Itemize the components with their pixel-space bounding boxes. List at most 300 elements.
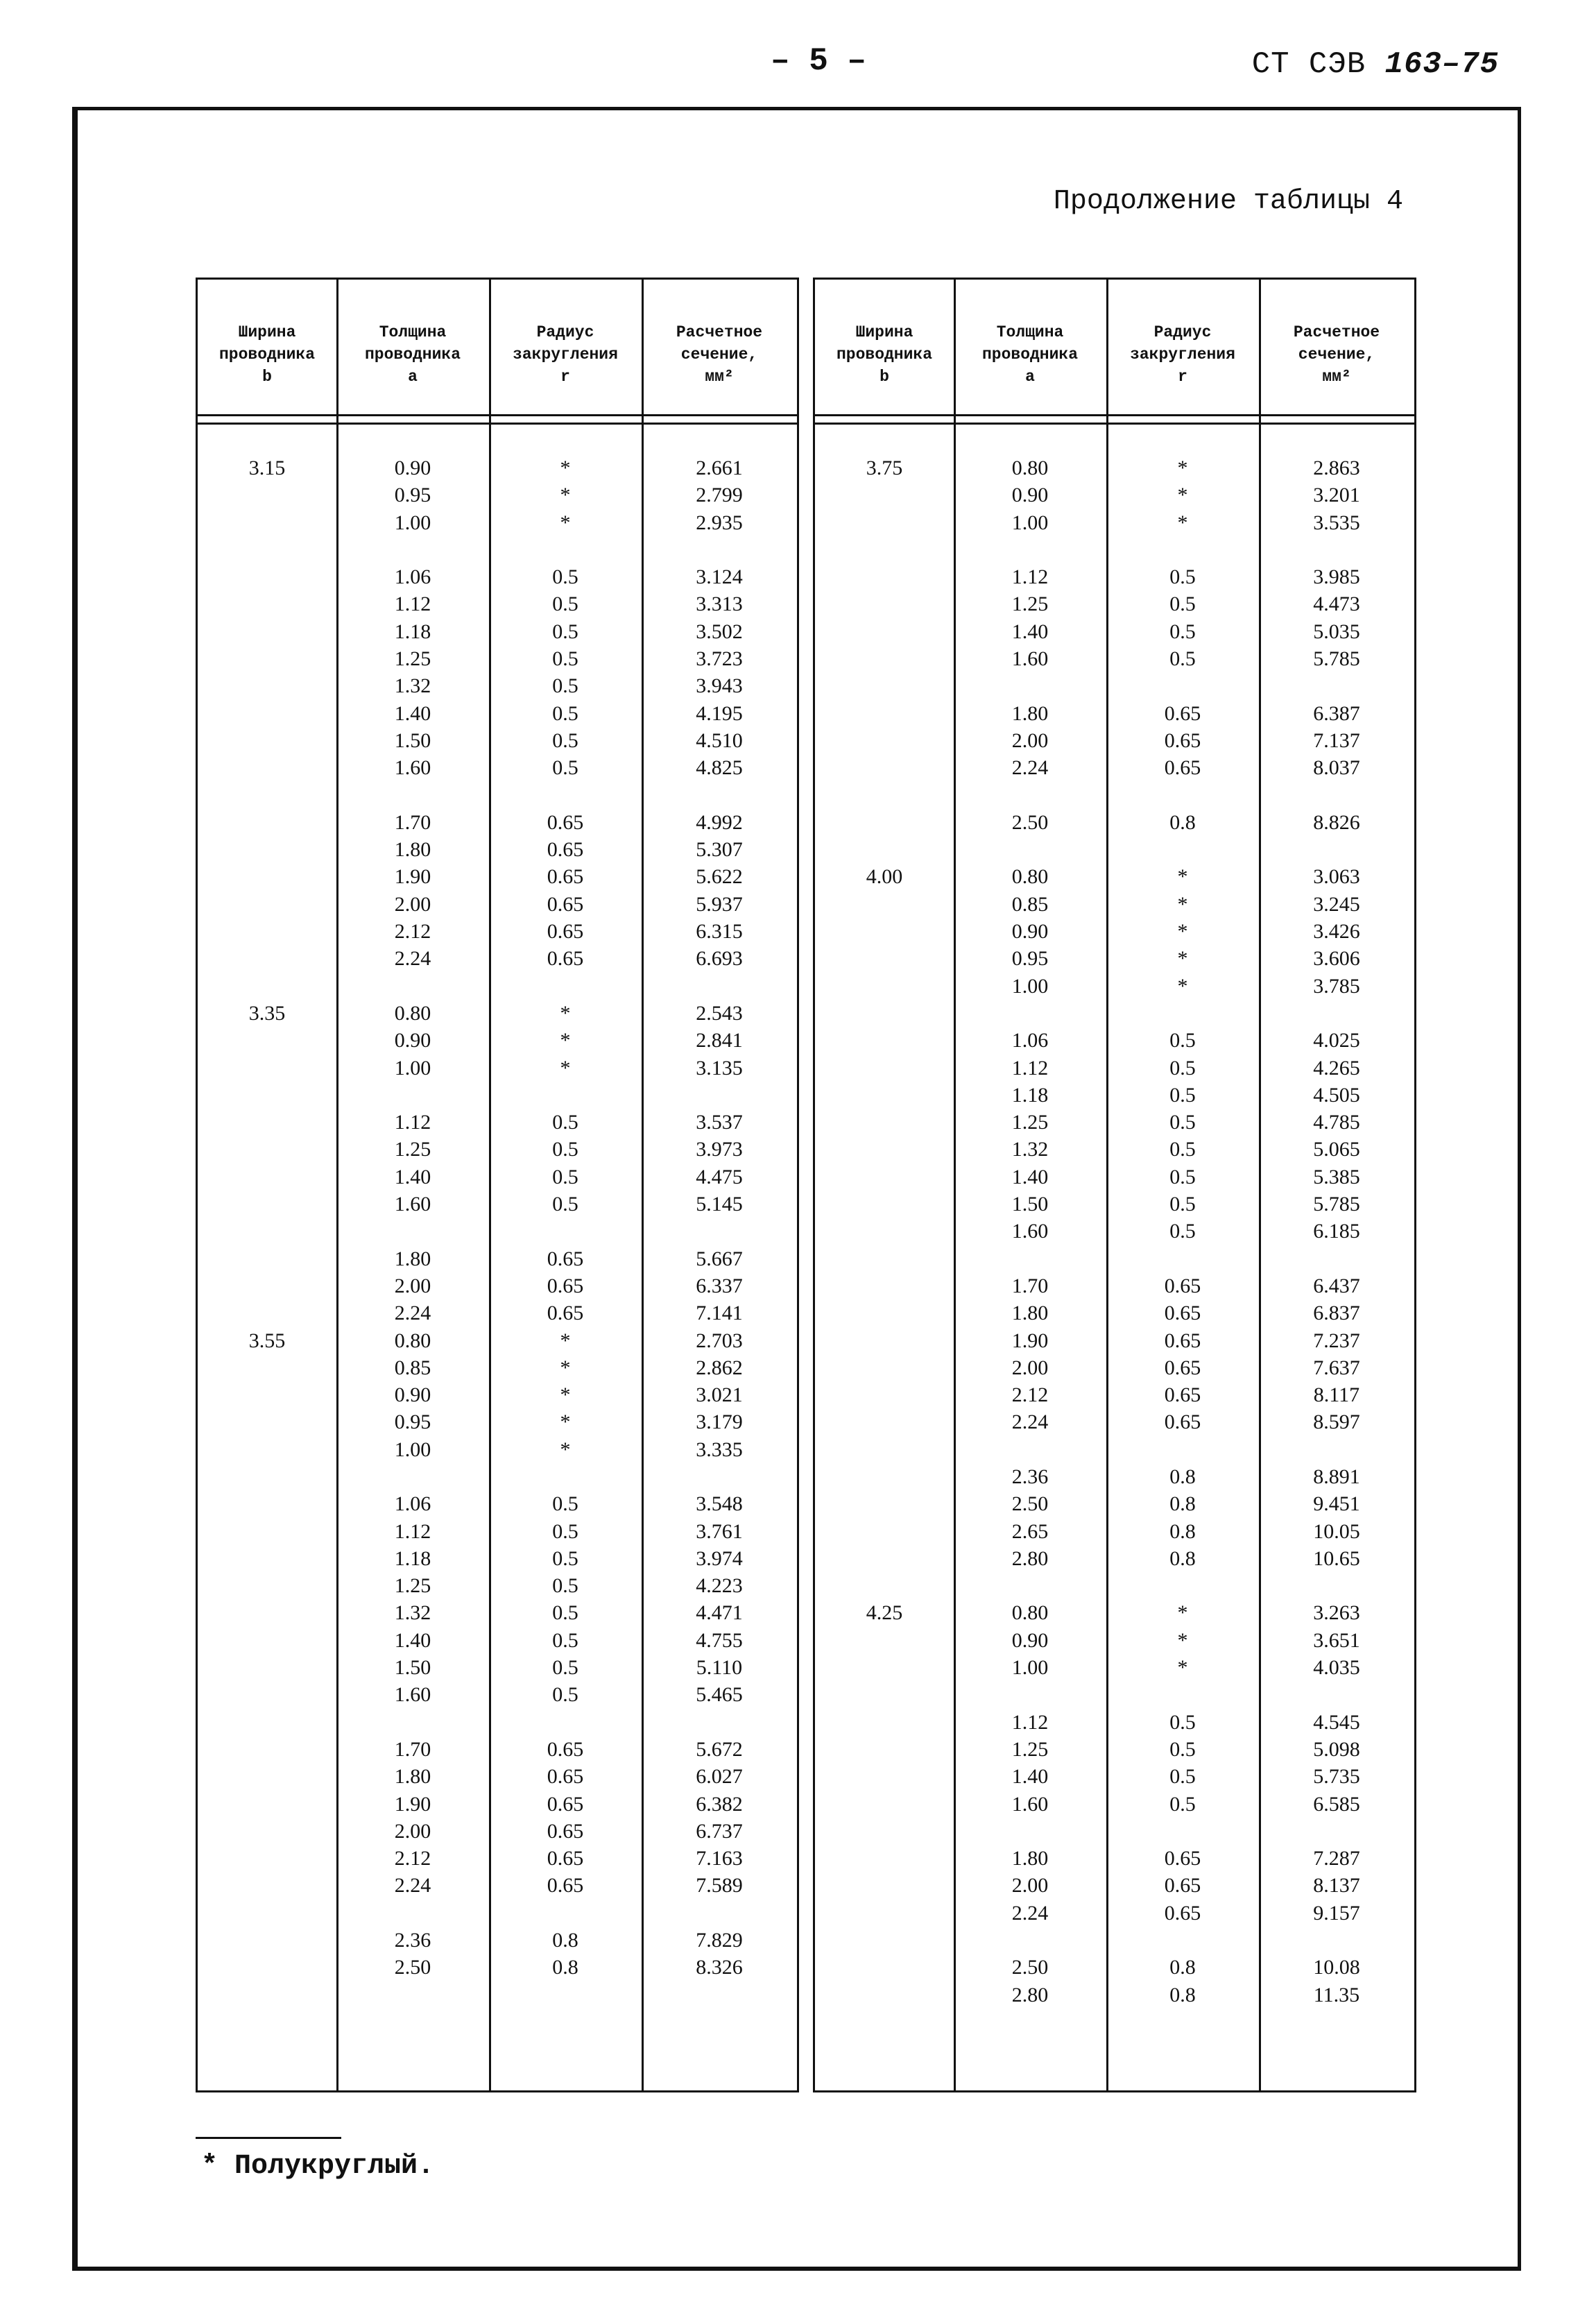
cell-thickness: 1.40 <box>1011 1765 1049 1789</box>
table-row <box>198 1299 797 1327</box>
cell-radius: 0.5 <box>552 701 578 725</box>
cell-thickness: 1.80 <box>394 1247 431 1270</box>
cell-section: 8.137 <box>1313 1874 1360 1898</box>
cell-section: 6.185 <box>1313 1220 1360 1243</box>
cell-section: 5.035 <box>1313 620 1360 643</box>
cell-thickness: 0.85 <box>394 1356 431 1379</box>
cell-radius: 0.65 <box>547 838 584 862</box>
cell-radius: 0.65 <box>1164 1383 1201 1407</box>
table-row <box>815 1082 1414 1109</box>
cell-radius: 0.8 <box>1169 1956 1196 1979</box>
cell-radius: 0.65 <box>547 1274 584 1297</box>
cell-thickness: 1.80 <box>394 838 431 862</box>
cell-section: 5.785 <box>1313 647 1360 671</box>
cell-section: 8.326 <box>696 1956 743 1979</box>
cell-radius: 0.5 <box>552 1138 578 1161</box>
header-thickness: Толщина проводника a <box>981 323 1079 386</box>
cell-radius: 0.5 <box>1169 565 1196 589</box>
table-row <box>198 1818 797 1845</box>
cell-thickness: 1.18 <box>1011 1083 1049 1107</box>
header-width: Ширина проводника b <box>836 323 933 386</box>
cell-radius: 0.5 <box>552 647 578 671</box>
table-row <box>198 1136 797 1163</box>
cell-radius: 0.65 <box>1164 1847 1201 1870</box>
cell-radius: * <box>1177 947 1188 971</box>
table-row <box>198 809 797 836</box>
cell-thickness: 1.00 <box>1011 1656 1049 1680</box>
cell-section: 6.585 <box>1313 1792 1360 1816</box>
cell-thickness: 2.24 <box>1011 1901 1049 1925</box>
cell-thickness: 2.36 <box>1011 1465 1049 1488</box>
cell-section: 5.622 <box>696 865 743 889</box>
table-row <box>815 973 1414 1000</box>
table-row <box>198 1627 797 1654</box>
table-row <box>198 1654 797 1681</box>
cell-section: 9.451 <box>1313 1492 1360 1516</box>
cell-section: 4.195 <box>696 701 743 725</box>
cell-section: 3.548 <box>696 1492 743 1516</box>
table-row <box>815 1436 1414 1463</box>
cell-section: 6.437 <box>1313 1274 1360 1297</box>
cell-section: 3.135 <box>696 1056 743 1080</box>
table-row <box>815 1518 1414 1545</box>
table-row <box>815 1163 1414 1191</box>
table-row <box>815 1845 1414 1872</box>
cell-section: 2.862 <box>696 1356 743 1379</box>
cell-radius: 0.65 <box>547 1302 584 1325</box>
cell-thickness: 1.80 <box>1011 1847 1049 1870</box>
cell-section: 8.117 <box>1313 1383 1360 1407</box>
table-row <box>815 809 1414 836</box>
cell-radius: 0.5 <box>552 1601 578 1625</box>
cell-thickness: 1.90 <box>394 865 431 889</box>
cell-section: 3.201 <box>1313 484 1360 507</box>
table-row <box>815 1791 1414 1818</box>
cell-section: 7.237 <box>1313 1329 1360 1352</box>
page-number: – 5 – <box>770 43 867 79</box>
table-row <box>198 1572 797 1599</box>
cell-section: 6.737 <box>696 1819 743 1843</box>
cell-section: 5.110 <box>696 1656 743 1680</box>
cell-radius: * <box>1177 1628 1188 1652</box>
table-row <box>198 1408 797 1435</box>
cell-radius: 0.5 <box>552 1193 578 1216</box>
cell-section: 3.021 <box>696 1383 743 1407</box>
table-row <box>815 1900 1414 1927</box>
cell-radius: 0.8 <box>1169 1519 1196 1543</box>
cell-radius: 0.8 <box>1169 1465 1196 1488</box>
cell-section: 4.035 <box>1313 1656 1360 1680</box>
table-row <box>198 1927 797 1954</box>
document-code-number: 163–75 <box>1384 47 1499 82</box>
table-row <box>198 1000 797 1027</box>
cell-section: 4.265 <box>1313 1056 1360 1080</box>
cell-width: 3.35 <box>248 1001 286 1025</box>
table-row <box>198 536 797 563</box>
cell-section: 3.179 <box>696 1410 743 1434</box>
cell-radius: 0.65 <box>547 947 584 971</box>
cell-thickness: 0.90 <box>394 457 431 479</box>
cell-radius: 0.65 <box>1164 1356 1201 1379</box>
cell-thickness: 1.32 <box>394 1601 431 1625</box>
cell-thickness: 1.40 <box>394 701 431 725</box>
cell-radius: 0.65 <box>547 865 584 889</box>
table-row <box>815 1545 1414 1572</box>
table-row <box>198 590 797 617</box>
cell-thickness: 2.80 <box>1011 1546 1049 1570</box>
cell-thickness: 1.60 <box>1011 1792 1049 1816</box>
table-row <box>815 891 1414 918</box>
cell-section: 4.992 <box>696 810 743 834</box>
table-row <box>815 945 1414 972</box>
header-thickness: Толщина проводника a <box>364 323 461 386</box>
cell-thickness: 0.80 <box>1011 1601 1049 1625</box>
cell-section: 5.672 <box>696 1737 743 1761</box>
cell-thickness: 1.00 <box>1011 974 1049 998</box>
cell-radius: * <box>560 1029 571 1052</box>
cell-radius: 0.65 <box>547 920 584 944</box>
table-row <box>815 1818 1414 1845</box>
cell-thickness: 2.24 <box>1011 1410 1049 1434</box>
cell-section: 3.245 <box>1313 892 1360 916</box>
cell-radius: 0.5 <box>1169 1029 1196 1052</box>
cell-section: 8.826 <box>1313 810 1360 834</box>
table-row <box>198 918 797 945</box>
cell-radius: 0.65 <box>547 1847 584 1870</box>
cell-radius: 0.65 <box>547 1247 584 1270</box>
cell-section: 4.223 <box>696 1574 743 1598</box>
table-row <box>198 1027 797 1054</box>
table-row <box>815 1354 1414 1381</box>
cell-section: 5.145 <box>696 1193 743 1216</box>
table-row <box>815 563 1414 590</box>
cell-section: 3.263 <box>1313 1601 1360 1625</box>
cell-section: 7.137 <box>1313 728 1360 752</box>
table-row <box>815 1463 1414 1490</box>
cell-radius: 0.5 <box>552 1111 578 1134</box>
cell-thickness: 1.25 <box>394 1574 431 1598</box>
cell-radius: 0.65 <box>547 1765 584 1789</box>
cell-thickness: 1.32 <box>394 674 431 698</box>
cell-radius: 0.8 <box>1169 1983 1196 2006</box>
table-row <box>198 1709 797 1736</box>
cell-radius: 0.5 <box>1169 1765 1196 1789</box>
cell-radius: * <box>560 457 571 479</box>
header-section: Расчетное сечение, мм² <box>1293 323 1380 386</box>
cell-thickness: 2.00 <box>1011 1874 1049 1898</box>
cell-thickness: 1.06 <box>394 565 431 589</box>
cell-radius: * <box>560 1410 571 1434</box>
cell-radius: 0.8 <box>1169 1492 1196 1516</box>
cell-thickness: 1.00 <box>394 511 431 534</box>
cell-section: 3.761 <box>696 1519 743 1543</box>
cell-width: 3.15 <box>248 457 286 479</box>
cell-radius: 0.5 <box>1169 1056 1196 1080</box>
cell-thickness: 1.06 <box>394 1492 431 1516</box>
table-row <box>198 1791 797 1818</box>
cell-radius: 0.5 <box>552 565 578 589</box>
cell-radius: * <box>560 1329 571 1352</box>
cell-thickness: 0.80 <box>1011 457 1049 479</box>
cell-thickness: 1.12 <box>394 1111 431 1134</box>
cell-section: 3.974 <box>696 1546 743 1570</box>
table-row <box>815 1927 1414 1954</box>
cell-radius: 0.5 <box>552 1656 578 1680</box>
cell-thickness: 1.70 <box>394 1737 431 1761</box>
cell-radius: 0.65 <box>1164 701 1201 725</box>
cell-section: 6.693 <box>696 947 743 971</box>
cell-radius: 0.5 <box>1169 1220 1196 1243</box>
cell-section: 3.502 <box>696 620 743 643</box>
cell-radius: 0.5 <box>1169 592 1196 616</box>
cell-thickness: 2.80 <box>1011 1983 1049 2006</box>
table-row <box>198 481 797 509</box>
table-row <box>815 1654 1414 1681</box>
cell-thickness: 1.50 <box>394 1656 431 1680</box>
cell-thickness: 1.32 <box>1011 1138 1049 1161</box>
table-row <box>198 1736 797 1763</box>
header-width: Ширина проводника b <box>218 323 316 386</box>
cell-thickness: 1.12 <box>1011 1710 1049 1734</box>
cell-radius: 0.65 <box>1164 1302 1201 1325</box>
cell-thickness: 2.12 <box>1011 1383 1049 1407</box>
cell-radius: * <box>560 1438 571 1461</box>
cell-thickness: 2.65 <box>1011 1519 1049 1543</box>
cell-thickness: 1.60 <box>394 1193 431 1216</box>
cell-radius: * <box>560 511 571 534</box>
cell-thickness: 2.50 <box>1011 1956 1049 1979</box>
cell-width: 3.75 <box>866 457 903 479</box>
table-row <box>198 563 797 590</box>
cell-thickness: 2.24 <box>394 947 431 971</box>
cell-thickness: 1.50 <box>394 728 431 752</box>
table-row <box>815 1599 1414 1626</box>
table-row <box>815 509 1414 536</box>
table-row <box>198 672 797 699</box>
cell-section: 5.385 <box>1313 1165 1360 1188</box>
table-row <box>198 1872 797 1899</box>
cell-radius: 0.5 <box>552 1628 578 1652</box>
cell-section: 7.163 <box>696 1847 743 1870</box>
cell-radius: 0.5 <box>552 1574 578 1598</box>
cell-radius: 0.65 <box>547 892 584 916</box>
cell-section: 4.545 <box>1313 1710 1360 1734</box>
table-row <box>815 672 1414 699</box>
cell-thickness: 2.00 <box>394 1819 431 1843</box>
cell-radius: 0.65 <box>547 1792 584 1816</box>
cell-radius: 0.5 <box>1169 1083 1196 1107</box>
cell-section: 4.510 <box>696 728 743 752</box>
cell-radius: 0.5 <box>552 1165 578 1188</box>
table-row <box>198 1845 797 1872</box>
cell-section: 10.08 <box>1313 1956 1360 1979</box>
cell-radius: 0.5 <box>1169 647 1196 671</box>
cell-thickness: 1.12 <box>1011 565 1049 589</box>
table-row <box>198 645 797 672</box>
cell-radius: 0.65 <box>1164 756 1201 780</box>
cell-thickness: 1.80 <box>1011 1302 1049 1325</box>
table-header <box>815 280 1414 417</box>
cell-thickness: 1.60 <box>1011 647 1049 671</box>
cell-radius: 0.5 <box>1169 1138 1196 1161</box>
cell-thickness: 0.90 <box>1011 920 1049 944</box>
table-row <box>815 1055 1414 1082</box>
cell-radius: 0.5 <box>552 674 578 698</box>
cell-radius: * <box>1177 1656 1188 1680</box>
header-section: Расчетное сечение, мм² <box>676 323 763 386</box>
cell-section: 3.535 <box>1313 511 1360 534</box>
table-row <box>815 618 1414 645</box>
cell-thickness: 2.50 <box>1011 1492 1049 1516</box>
cell-width: 4.00 <box>866 865 903 889</box>
cell-section: 3.313 <box>696 592 743 616</box>
cell-section: 2.841 <box>696 1029 743 1052</box>
cell-thickness: 2.12 <box>394 920 431 944</box>
table-row <box>815 590 1414 617</box>
table-row <box>198 1763 797 1790</box>
table-row <box>815 1681 1414 1708</box>
table-row <box>198 973 797 1000</box>
table-row <box>198 509 797 536</box>
cell-radius: 0.65 <box>1164 1410 1201 1434</box>
cell-radius: 0.5 <box>552 1546 578 1570</box>
cell-thickness: 1.00 <box>394 1438 431 1461</box>
cell-radius: * <box>1177 484 1188 507</box>
table-row <box>815 1191 1414 1218</box>
cell-thickness: 1.25 <box>1011 592 1049 616</box>
cell-section: 3.943 <box>696 674 743 698</box>
cell-thickness: 1.12 <box>394 1519 431 1543</box>
cell-radius: 0.5 <box>1169 1165 1196 1188</box>
header-radius: Радиус закругления r <box>1130 323 1235 386</box>
cell-thickness: 1.60 <box>1011 1220 1049 1243</box>
cell-thickness: 1.40 <box>394 1628 431 1652</box>
cell-width: 4.25 <box>866 1601 903 1625</box>
cell-radius: 0.5 <box>1169 1193 1196 1216</box>
table-row <box>815 645 1414 672</box>
table-row <box>815 1763 1414 1790</box>
cell-section: 9.157 <box>1313 1901 1360 1925</box>
cell-section: 5.785 <box>1313 1193 1360 1216</box>
cell-section: 3.985 <box>1313 565 1360 589</box>
cell-section: 3.651 <box>1313 1628 1360 1652</box>
cell-thickness: 1.90 <box>394 1792 431 1816</box>
cell-section: 3.973 <box>696 1138 743 1161</box>
table-right-body <box>815 454 1414 2009</box>
cell-thickness: 2.00 <box>1011 1356 1049 1379</box>
table-row <box>815 1572 1414 1599</box>
table-right <box>813 278 1416 2092</box>
cell-section: 7.141 <box>696 1302 743 1325</box>
cell-thickness: 1.50 <box>1011 1193 1049 1216</box>
cell-section: 3.723 <box>696 647 743 671</box>
cell-section: 6.387 <box>1313 701 1360 725</box>
cell-radius: 0.65 <box>547 1819 584 1843</box>
cell-section: 6.382 <box>696 1792 743 1816</box>
table-row <box>198 1327 797 1354</box>
table-left-body <box>198 454 797 1981</box>
cell-radius: 0.65 <box>1164 1329 1201 1352</box>
cell-section: 4.025 <box>1313 1029 1360 1052</box>
table-header <box>198 280 797 417</box>
table-row <box>815 1954 1414 1981</box>
table-row <box>815 1381 1414 1408</box>
cell-thickness: 1.70 <box>394 810 431 834</box>
table-row <box>815 918 1414 945</box>
cell-section: 2.799 <box>696 484 743 507</box>
cell-radius: 0.8 <box>1169 1546 1196 1570</box>
cell-thickness: 0.95 <box>394 1410 431 1434</box>
table-row <box>815 1245 1414 1272</box>
cell-radius: * <box>1177 920 1188 944</box>
cell-section: 3.426 <box>1313 920 1360 944</box>
cell-radius: 0.5 <box>1169 1111 1196 1134</box>
cell-thickness: 2.00 <box>394 1274 431 1297</box>
cell-thickness: 1.25 <box>1011 1737 1049 1761</box>
cell-thickness: 1.60 <box>394 1683 431 1707</box>
cell-thickness: 1.80 <box>394 1765 431 1789</box>
cell-thickness: 1.40 <box>1011 620 1049 643</box>
cell-radius: 0.5 <box>552 1519 578 1543</box>
table-row <box>198 891 797 918</box>
cell-thickness: 0.90 <box>394 1383 431 1407</box>
table-row <box>815 1981 1414 2009</box>
cell-section: 7.637 <box>1313 1356 1360 1379</box>
table-row <box>815 1218 1414 1245</box>
table-row <box>198 863 797 890</box>
cell-section: 5.465 <box>696 1683 743 1707</box>
cell-thickness: 1.00 <box>1011 511 1049 534</box>
table-row <box>198 1900 797 1927</box>
cell-section: 4.475 <box>696 1165 743 1188</box>
cell-section: 3.124 <box>696 565 743 589</box>
document-code <box>1252 47 1499 82</box>
cell-radius: 0.65 <box>1164 1901 1201 1925</box>
cell-thickness: 1.60 <box>394 756 431 780</box>
cell-section: 3.063 <box>1313 865 1360 889</box>
cell-section: 6.337 <box>696 1274 743 1297</box>
cell-radius: * <box>560 1356 571 1379</box>
cell-section: 6.837 <box>1313 1302 1360 1325</box>
cell-section: 11.35 <box>1313 1983 1360 2006</box>
cell-section: 3.335 <box>696 1438 743 1461</box>
cell-thickness: 1.70 <box>1011 1274 1049 1297</box>
cell-radius: * <box>560 1001 571 1025</box>
cell-thickness: 2.50 <box>1011 810 1049 834</box>
table-row <box>198 1954 797 1981</box>
cell-section: 3.785 <box>1313 974 1360 998</box>
cell-thickness: 2.24 <box>1011 756 1049 780</box>
cell-section: 2.703 <box>696 1329 743 1352</box>
cell-radius: * <box>1177 511 1188 534</box>
table-row <box>198 1381 797 1408</box>
table-row <box>198 945 797 972</box>
header-radius: Радиус закругления r <box>513 323 618 386</box>
table-row <box>198 1354 797 1381</box>
cell-radius: 0.65 <box>547 1737 584 1761</box>
cell-thickness: 1.40 <box>394 1165 431 1188</box>
cell-thickness: 2.36 <box>394 1929 431 1952</box>
cell-section: 8.037 <box>1313 756 1360 780</box>
table-row <box>198 1545 797 1572</box>
cell-radius: * <box>1177 892 1188 916</box>
cell-section: 4.755 <box>696 1628 743 1652</box>
table-row <box>198 1436 797 1463</box>
cell-section: 5.937 <box>696 892 743 916</box>
footnote-rule <box>196 2137 341 2139</box>
cell-thickness: 1.25 <box>394 647 431 671</box>
cell-radius: 0.5 <box>552 1683 578 1707</box>
